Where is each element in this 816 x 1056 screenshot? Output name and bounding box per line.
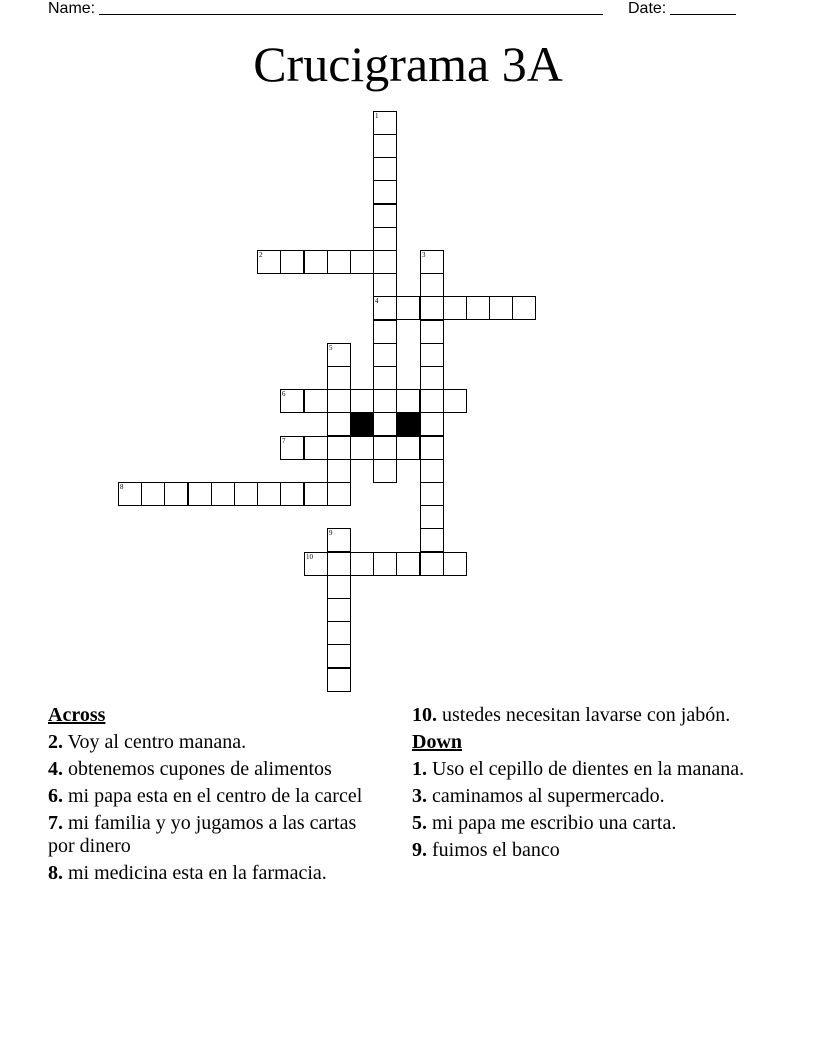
crossword-cell[interactable] <box>211 482 235 506</box>
clue-number: 8. <box>48 862 63 884</box>
crossword-cell[interactable] <box>188 482 212 506</box>
crossword-cell[interactable] <box>373 180 397 204</box>
clue-number: 3. <box>412 785 427 807</box>
crossword-cell[interactable] <box>420 482 444 506</box>
clue-text: obtenemos cupones de alimentos <box>63 758 332 780</box>
clue-text: mi medicina esta en la farmacia. <box>63 862 327 884</box>
crossword-black-square <box>396 412 420 436</box>
crossword-cell[interactable] <box>512 296 536 320</box>
crossword-cell[interactable] <box>280 436 304 460</box>
crossword-cell[interactable] <box>327 528 351 552</box>
clue-number: 10. <box>412 704 437 726</box>
crossword-cell[interactable] <box>373 389 397 413</box>
crossword-cell[interactable] <box>327 552 351 576</box>
clue-number: 9. <box>412 839 427 861</box>
clue-text: caminamos al supermercado. <box>427 785 665 807</box>
crossword-cell[interactable] <box>420 296 444 320</box>
crossword-cell[interactable] <box>304 482 328 506</box>
clues-column-left <box>48 704 378 889</box>
crossword-cell[interactable] <box>420 552 444 576</box>
cell-number: 2 <box>259 251 263 259</box>
crossword-cell[interactable] <box>304 552 328 576</box>
down-clue <box>412 812 772 835</box>
crossword-cell[interactable] <box>327 598 351 622</box>
crossword-cell[interactable] <box>141 482 165 506</box>
down-clue <box>412 839 772 862</box>
date-label: Date: <box>628 0 667 17</box>
crossword-cell[interactable] <box>373 412 397 436</box>
crossword-cell[interactable] <box>327 436 351 460</box>
crossword-cell[interactable] <box>304 436 328 460</box>
cell-number: 5 <box>329 344 333 352</box>
cell-number: 1 <box>375 112 379 120</box>
crossword-cell[interactable] <box>257 482 281 506</box>
across-clue <box>48 785 378 808</box>
crossword-cell[interactable] <box>420 505 444 529</box>
down-clue <box>412 785 772 808</box>
crossword-cell[interactable] <box>373 157 397 181</box>
crossword-cell[interactable] <box>373 227 397 251</box>
cell-number: 10 <box>306 553 313 561</box>
crossword-cell[interactable] <box>327 459 351 483</box>
crossword-cell[interactable] <box>280 389 304 413</box>
across-heading: Across <box>48 704 106 726</box>
crossword-cell[interactable] <box>373 250 397 274</box>
crossword-cell[interactable] <box>420 273 444 297</box>
across-clue-list-continued <box>412 704 772 727</box>
cell-number: 9 <box>329 529 333 537</box>
crossword-cell[interactable] <box>420 250 444 274</box>
crossword-cell[interactable] <box>373 459 397 483</box>
crossword-cell[interactable] <box>327 412 351 436</box>
crossword-cell[interactable] <box>118 482 142 506</box>
crossword-cell[interactable] <box>327 575 351 599</box>
crossword-cell[interactable] <box>396 389 420 413</box>
across-clue-list <box>48 731 378 885</box>
crossword-cell[interactable] <box>373 273 397 297</box>
clue-number: 1. <box>412 758 427 780</box>
name-label: Name: <box>48 0 96 17</box>
clue-number: 7. <box>48 812 63 834</box>
clue-text: ustedes necesitan lavarse con jabón. <box>437 704 731 726</box>
clue-text: mi familia y yo jugamos a las cartas por dinero <box>48 812 357 857</box>
crossword-cell[interactable] <box>327 482 351 506</box>
clue-text: Uso el cepillo de dientes en la manana. <box>427 758 745 780</box>
clue-number: 4. <box>48 758 63 780</box>
clue-text: fuimos el banco <box>427 839 560 861</box>
crossword-cell[interactable] <box>350 250 374 274</box>
cell-number: 4 <box>375 297 379 305</box>
crossword-cell[interactable] <box>373 111 397 135</box>
across-clue <box>48 731 378 754</box>
crossword-cell[interactable] <box>327 343 351 367</box>
cell-number: 7 <box>282 437 286 445</box>
down-clue-list <box>412 758 772 862</box>
crossword-cell[interactable] <box>373 552 397 576</box>
crossword-cell[interactable] <box>327 389 351 413</box>
crossword-cell[interactable] <box>466 296 490 320</box>
crossword-cell[interactable] <box>327 644 351 668</box>
crossword-cell[interactable] <box>257 250 281 274</box>
page-title: Crucigrama 3A <box>253 36 563 92</box>
cell-number: 8 <box>120 483 124 491</box>
crossword-cell[interactable] <box>420 343 444 367</box>
crossword-cell[interactable] <box>350 436 374 460</box>
crossword-cell[interactable] <box>373 366 397 390</box>
crossword-cell[interactable] <box>373 204 397 228</box>
across-clue <box>412 704 772 727</box>
crossword-cell[interactable] <box>396 296 420 320</box>
clues-column-right <box>412 704 772 866</box>
crossword-cell[interactable] <box>396 436 420 460</box>
crossword-cell[interactable] <box>489 296 513 320</box>
crossword-cell[interactable] <box>373 296 397 320</box>
clue-text: mi papa esta en el centro de la carcel <box>63 785 363 807</box>
crossword-cell[interactable] <box>443 552 467 576</box>
crossword-cell[interactable] <box>420 528 444 552</box>
crossword-cell[interactable] <box>327 366 351 390</box>
crossword-cell[interactable] <box>420 320 444 344</box>
clue-text: Voy al centro manana. <box>63 731 247 753</box>
crossword-cell[interactable] <box>327 250 351 274</box>
crossword-cell[interactable] <box>396 552 420 576</box>
clue-number: 5. <box>412 812 427 834</box>
crossword-black-square <box>350 412 374 436</box>
crossword-cell[interactable] <box>280 482 304 506</box>
crossword-cell[interactable] <box>420 436 444 460</box>
across-clue <box>48 862 378 885</box>
crossword-cell[interactable] <box>443 296 467 320</box>
down-heading: Down <box>412 731 463 753</box>
clue-number: 2. <box>48 731 63 753</box>
crossword-cell[interactable] <box>420 459 444 483</box>
clue-number: 6. <box>48 785 63 807</box>
crossword-cell[interactable] <box>327 668 351 692</box>
across-clue <box>48 812 378 858</box>
crossword-cell[interactable] <box>373 436 397 460</box>
crossword-cell[interactable] <box>373 320 397 344</box>
crossword-cell[interactable] <box>420 366 444 390</box>
crossword-cell[interactable] <box>420 412 444 436</box>
crossword-cell[interactable] <box>443 389 467 413</box>
crossword-cell[interactable] <box>420 389 444 413</box>
down-clue <box>412 758 772 781</box>
crossword-cell[interactable] <box>164 482 188 506</box>
crossword-cell[interactable] <box>304 250 328 274</box>
crossword-cell[interactable] <box>234 482 258 506</box>
crossword-cell[interactable] <box>350 552 374 576</box>
across-clue <box>48 758 378 781</box>
crossword-cell[interactable] <box>373 343 397 367</box>
clue-text: mi papa me escribio una carta. <box>427 812 677 834</box>
crossword-cell[interactable] <box>373 134 397 158</box>
crossword-cell[interactable] <box>304 389 328 413</box>
crossword-cell[interactable] <box>327 621 351 645</box>
crossword-cell[interactable] <box>280 250 304 274</box>
crossword-cell[interactable] <box>350 389 374 413</box>
cell-number: 6 <box>282 390 286 398</box>
cell-number: 3 <box>422 251 426 259</box>
